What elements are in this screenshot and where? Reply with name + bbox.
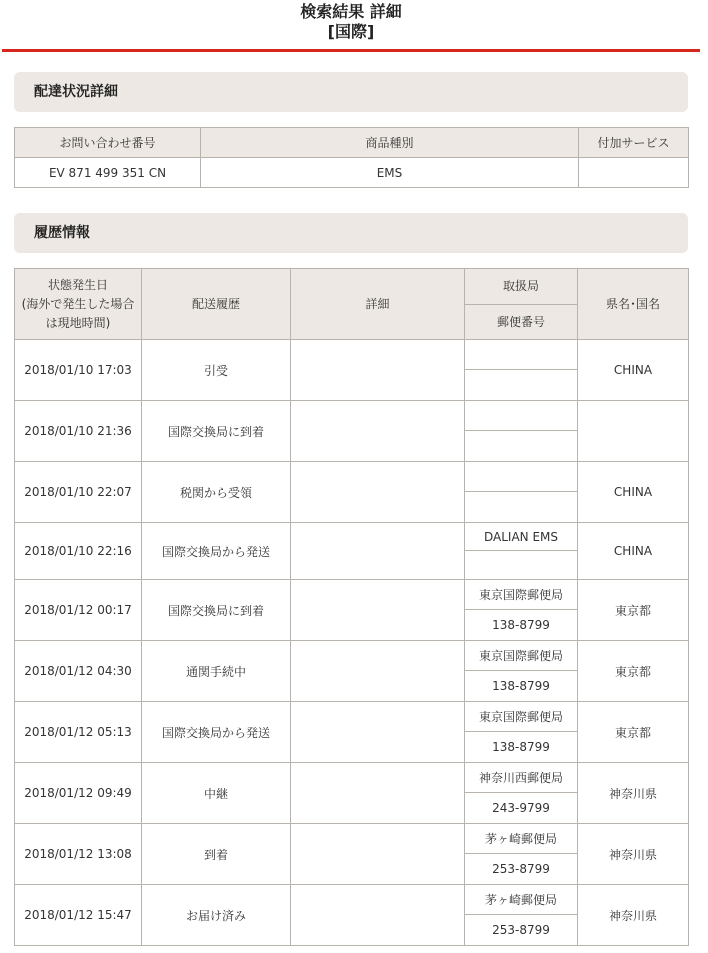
history-date: 2018/01/12 04:30 [15,641,142,702]
history-row [15,580,689,610]
history-office: 東京国際郵便局 [465,702,578,732]
history-status: 国際交換局から発送 [142,523,291,580]
history-region: 東京都 [578,580,689,641]
history-postal-code [465,551,578,580]
history-detail [291,580,465,641]
history-region: 神奈川県 [578,824,689,885]
column-header-postal-code: 郵便番号 [465,305,578,340]
history-region: CHINA [578,462,689,523]
column-header-date: 状態発生日 (海外で発生した場合は現地時間) [15,269,142,340]
history-postal-code: 138-8799 [465,732,578,763]
history-row [15,340,689,370]
history-detail [291,641,465,702]
history-detail [291,401,465,462]
history-postal-code: 243-9799 [465,793,578,824]
history-office: 茅ヶ崎郵便局 [465,824,578,854]
history-status: 引受 [142,340,291,401]
history-row [15,885,689,915]
history-status: 税関から受領 [142,462,291,523]
history-region: 東京都 [578,641,689,702]
history-postal-code: 253-8799 [465,854,578,885]
history-detail [291,340,465,401]
history-row [15,824,689,854]
product-type: EMS [201,158,579,188]
history-status: 中継 [142,763,291,824]
history-status: 到着 [142,824,291,885]
history-date: 2018/01/12 05:13 [15,702,142,763]
history-detail [291,523,465,580]
history-row [15,641,689,671]
history-office: DALIAN EMS [465,523,578,551]
history-status: お届け済み [142,885,291,946]
history-office: 東京国際郵便局 [465,641,578,671]
column-header-office: 取扱局 [465,269,578,305]
history-heading: 履歴情報 [14,213,688,253]
history-office [465,401,578,431]
history-detail [291,462,465,523]
history-region: 東京都 [578,702,689,763]
history-postal-code [465,431,578,462]
history-postal-code: 253-8799 [465,915,578,946]
delivery-summary-table [14,127,689,188]
history-region: 神奈川県 [578,885,689,946]
history-status: 国際交換局から発送 [142,702,291,763]
history-date: 2018/01/10 22:16 [15,523,142,580]
history-postal-code [465,492,578,523]
history-region [578,401,689,462]
column-header-detail: 詳細 [291,269,465,340]
history-row [15,401,689,431]
history-date: 2018/01/10 21:36 [15,401,142,462]
history-office [465,340,578,370]
history-status: 国際交換局に到着 [142,580,291,641]
history-table [14,268,689,946]
history-region: CHINA [578,523,689,580]
history-office: 茅ヶ崎郵便局 [465,885,578,915]
history-date: 2018/01/12 13:08 [15,824,142,885]
page-header [2,0,700,52]
column-header-status: 配送履歴 [142,269,291,340]
history-detail [291,702,465,763]
additional-service [579,158,689,188]
delivery-status-heading: 配達状況詳細 [14,72,688,112]
history-office [465,462,578,492]
history-postal-code: 138-8799 [465,610,578,641]
history-postal-code [465,370,578,401]
history-date: 2018/01/12 15:47 [15,885,142,946]
history-date: 2018/01/12 00:17 [15,580,142,641]
history-detail [291,763,465,824]
history-postal-code: 138-8799 [465,671,578,702]
history-status: 国際交換局に到着 [142,401,291,462]
column-header-additional-service: 付加サービス [579,128,689,158]
history-detail [291,885,465,946]
page-title: 検索結果 詳細 [300,2,402,21]
page-subtitle: [国際] [327,22,375,41]
history-detail [291,824,465,885]
history-region: CHINA [578,340,689,401]
column-header-tracking-number: お問い合わせ番号 [15,128,201,158]
history-status: 通関手続中 [142,641,291,702]
column-header-product-type: 商品種別 [201,128,579,158]
history-date: 2018/01/10 22:07 [15,462,142,523]
history-row [15,702,689,732]
history-row [15,763,689,793]
history-date: 2018/01/12 09:49 [15,763,142,824]
history-row [15,462,689,492]
history-office: 東京国際郵便局 [465,580,578,610]
history-region: 神奈川県 [578,763,689,824]
column-header-region: 県名･国名 [578,269,689,340]
history-date: 2018/01/10 17:03 [15,340,142,401]
history-row [15,523,689,551]
history-office: 神奈川西郵便局 [465,763,578,793]
summary-row [15,158,689,188]
tracking-number: EV 871 499 351 CN [15,158,201,188]
